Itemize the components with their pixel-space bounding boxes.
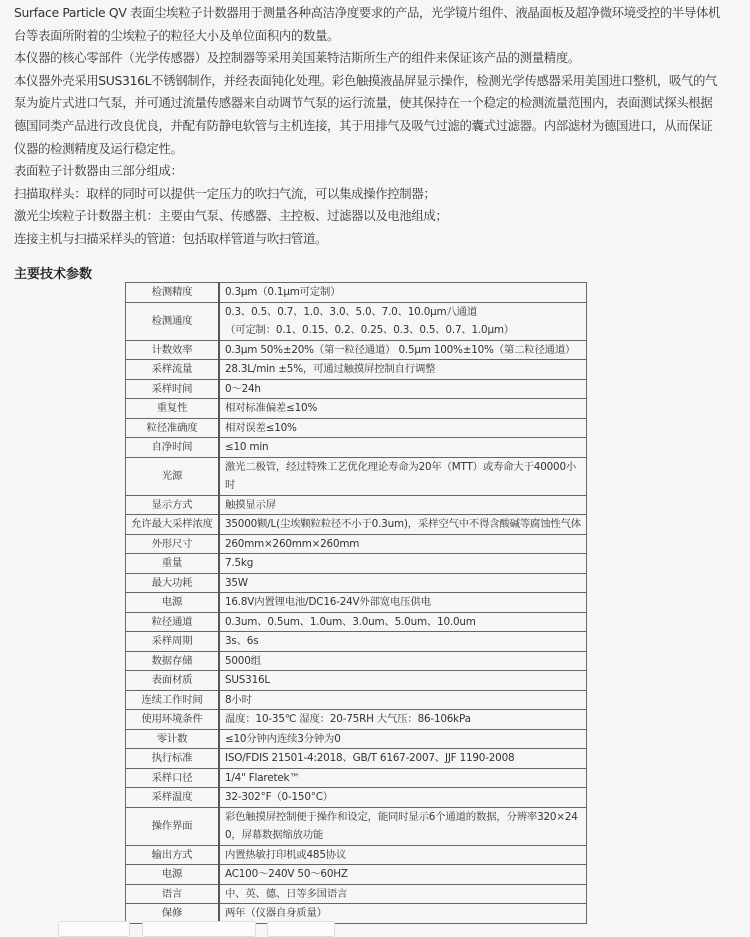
spec-value-line: 3s、6s — [224, 635, 259, 647]
spec-row — [126, 457, 587, 495]
description-line: 表面粒子计数器由三部分组成： — [14, 163, 183, 179]
spec-row — [126, 807, 587, 845]
spec-value — [219, 749, 587, 769]
spec-label: 外形尺寸 — [126, 534, 219, 554]
spec-value-line: ≤10 min — [224, 441, 269, 453]
spec-value-line: 触摸显示屏 — [224, 498, 276, 511]
spec-value-line: 0.3μm（0.1μm可定制） — [224, 286, 341, 298]
spec-value — [219, 340, 587, 360]
spec-value-line: 相对误差≤10% — [224, 421, 297, 434]
spec-label: 最大功耗 — [126, 573, 219, 593]
spec-row — [126, 671, 587, 691]
spec-value — [219, 807, 587, 845]
spec-value-line: ISO/FDIS 21501-4:2018、GB/T 6167-2007、JJF 1190-2008 — [224, 752, 515, 764]
spec-label: 数据存储 — [126, 651, 219, 671]
spec-value-line: 28.3L/min ±5%，可通过触摸屏控制自行调整 — [224, 363, 436, 375]
spec-value — [219, 845, 587, 865]
spec-row — [126, 554, 587, 574]
spec-label: 语言 — [126, 884, 219, 904]
product-description — [14, 2, 744, 251]
spec-value — [219, 690, 587, 710]
spec-value — [219, 671, 587, 691]
description-line: Surface Particle QV 表面尘埃粒子计数器用于测量各种高洁净度要求的产品，光学镜片组件、液晶面板及超净微环境受控的半导体机 — [14, 5, 721, 20]
spec-value-line: AC100～240V 50～60HZ — [224, 868, 348, 880]
spec-row — [126, 749, 587, 769]
spec-value-line: 温度：10-35℃ 湿度：20-75RH 大气压：86-106kPa — [224, 713, 471, 725]
spec-value — [219, 729, 587, 749]
spec-value — [219, 865, 587, 885]
spec-value — [219, 554, 587, 574]
spec-value — [219, 495, 587, 515]
spec-row — [126, 573, 587, 593]
spec-value-line: 35W — [224, 576, 248, 589]
description-line: 仪器的检测精度及运行稳定性。 — [14, 140, 183, 156]
spec-value-line: 0，屏幕数据缩放功能 — [224, 829, 324, 841]
spec-value — [219, 710, 587, 730]
specs-heading: 主要技术参数 — [14, 267, 93, 282]
spec-row — [126, 379, 587, 399]
spec-value — [219, 651, 587, 671]
spec-row — [126, 360, 587, 380]
spec-label: 零计数 — [126, 729, 219, 749]
spec-row — [126, 710, 587, 730]
spec-value — [219, 573, 587, 593]
spec-value-line: ≤10分钟内连续3分钟为0 — [224, 732, 341, 745]
spec-row — [126, 690, 587, 710]
spec-row — [126, 612, 587, 632]
spec-label: 采样周期 — [126, 632, 219, 652]
spec-label: 连续工作时间 — [126, 690, 219, 710]
spec-value-line: 0.3μm 50%±20%（第一粒径通道） 0.5μm 100%±10%（第二粒径通道） — [224, 343, 576, 356]
spec-label: 采样口径 — [126, 768, 219, 788]
spec-label: 显示方式 — [126, 495, 219, 515]
spec-row — [126, 495, 587, 515]
spec-value — [219, 379, 587, 399]
spec-value-line: SUS316L — [224, 674, 270, 686]
spec-label: 表面材质 — [126, 671, 219, 691]
description-line: 激光尘埃粒子计数器主机：主要由气泵、传感器、主控板、过滤器以及电池组成； — [14, 208, 448, 224]
spec-value — [219, 612, 587, 632]
spec-value — [219, 632, 587, 652]
spec-row — [126, 515, 587, 535]
spec-label: 电源 — [126, 865, 219, 885]
spec-value-line: 相对标准偏差≤10% — [224, 402, 318, 414]
spec-value-line: 7.5kg — [224, 557, 254, 569]
spec-value — [219, 534, 587, 554]
bottom-button-2[interactable] — [142, 921, 256, 937]
spec-label: 电源 — [126, 593, 219, 613]
spec-label: 粒径准确度 — [126, 418, 219, 438]
spec-row — [126, 651, 587, 671]
spec-label: 采样流量 — [126, 360, 219, 380]
spec-value-line: 时 — [224, 479, 236, 491]
spec-row — [126, 302, 587, 340]
spec-label: 检测通度 — [126, 302, 219, 340]
spec-row — [126, 632, 587, 652]
spec-value-line: 8小时 — [224, 693, 252, 706]
spec-value-line: 内置热敏打印机或485协议 — [224, 848, 347, 861]
spec-row — [126, 845, 587, 865]
spec-value — [219, 399, 587, 419]
description-line: 连接主机与扫描采样头的管道：包括取样管道与吹扫管道。 — [14, 230, 328, 246]
description-line: 扫描取样头：取样的同时可以提供一定压力的吹扫气流，可以集成操作控制器； — [14, 185, 436, 201]
spec-value — [219, 884, 587, 904]
spec-value — [219, 515, 587, 535]
spec-row — [126, 283, 587, 303]
spec-row — [126, 438, 587, 458]
specs-table — [125, 282, 587, 924]
spec-label: 粒径通道 — [126, 612, 219, 632]
spec-row — [126, 534, 587, 554]
spec-label: 输出方式 — [126, 845, 219, 865]
spec-label: 操作界面 — [126, 807, 219, 845]
spec-row — [126, 399, 587, 419]
spec-value — [219, 418, 587, 438]
spec-value — [219, 593, 587, 613]
spec-label: 计数效率 — [126, 340, 219, 360]
spec-label: 使用环境条件 — [126, 710, 219, 730]
spec-value-line: （可定制：0.1、0.15、0.2、0.25、0.3、0.5、0.7、1.0μm） — [224, 324, 514, 336]
spec-label: 允许最大采样浓度 — [126, 515, 219, 535]
spec-value-line: 彩色触摸屏控制便于操作和设定，能同时显示6个通道的数据，分辨率320×24 — [224, 810, 578, 823]
spec-row — [126, 340, 587, 360]
description-line: 德国同类产品进行改良优良，并配有防静电软管与主机连接，其于用排气及吸气过滤的囊式过滤器。内部滤材为德国进口，从而保证 — [14, 117, 713, 133]
spec-label: 检测精度 — [126, 283, 219, 303]
description-line: 本仪器的核心零部件（光学传感器）及控制器等采用美国莱特洁斯所生产的组件来保证该产品的测量精度。 — [14, 50, 580, 66]
spec-value — [219, 438, 587, 458]
spec-value-line: 激光二极管，经过特殊工艺优化理论寿命为20年（MTT）或寿命大于40000小 — [224, 460, 577, 473]
spec-value — [219, 283, 587, 303]
spec-row — [126, 884, 587, 904]
spec-value — [219, 457, 587, 495]
spec-value — [219, 768, 587, 788]
spec-value-line: 35000颗/L(尘埃颗粒粒径不小于0.3um)，采样空气中不得含酸碱等腐蚀性气体 — [224, 518, 581, 530]
spec-value-line: 260mm×260mm×260mm — [224, 537, 360, 550]
spec-value-line: 32-302°F（0-150°C） — [224, 791, 333, 803]
bottom-button-3[interactable] — [267, 921, 335, 937]
spec-value — [219, 360, 587, 380]
bottom-buttons — [0, 921, 750, 931]
spec-value-line: 0～24h — [224, 382, 261, 395]
spec-row — [126, 788, 587, 808]
bottom-button-1[interactable] — [58, 921, 130, 937]
spec-value-line: 5000组 — [224, 654, 261, 667]
spec-row — [126, 768, 587, 788]
spec-label: 执行标准 — [126, 749, 219, 769]
spec-row — [126, 729, 587, 749]
spec-value-line: 1/4" Flaretek™ — [224, 771, 300, 784]
spec-row — [126, 593, 587, 613]
spec-value — [219, 302, 587, 340]
spec-value-line: 两年（仪器自身质量） — [224, 907, 327, 919]
spec-label: 光源 — [126, 457, 219, 495]
spec-value-line: 0.3um、0.5um、1.0um、3.0um、5.0um、10.0um — [224, 615, 476, 628]
spec-row — [126, 418, 587, 438]
spec-label: 重复性 — [126, 399, 219, 419]
spec-value-line: 中、英、德、日等多国语言 — [224, 887, 348, 900]
spec-label: 采样时间 — [126, 379, 219, 399]
description-line: 台等表面所附着的尘埃粒子的粒径大小及单位面积内的数量。 — [14, 27, 340, 43]
description-line: 本仪器外壳采用SUS316L不锈钢制作，并经表面钝化处理。彩色触摸液晶屏显示操作，检测光学传感器采用美国进口整机，吸气的气 — [14, 72, 718, 88]
spec-label: 重量 — [126, 554, 219, 574]
spec-label: 保修 — [126, 904, 219, 924]
spec-value-line: 16.8V内置锂电池/DC16-24V外部宽电压供电 — [224, 596, 431, 608]
spec-row — [126, 865, 587, 885]
spec-label: 采样温度 — [126, 788, 219, 808]
spec-label: 自净时间 — [126, 438, 219, 458]
description-line: 泵为旋片式进口气泵，并可通过流量传感器来自动调节气泵的运行流量，使其保持在一个稳定的检测流量范围内，表面测试探头根据 — [14, 95, 713, 111]
spec-value-line: 0.3、0.5、0.7、1.0、3.0、5.0、7.0、10.0μm八通道 — [224, 305, 478, 318]
spec-value — [219, 788, 587, 808]
